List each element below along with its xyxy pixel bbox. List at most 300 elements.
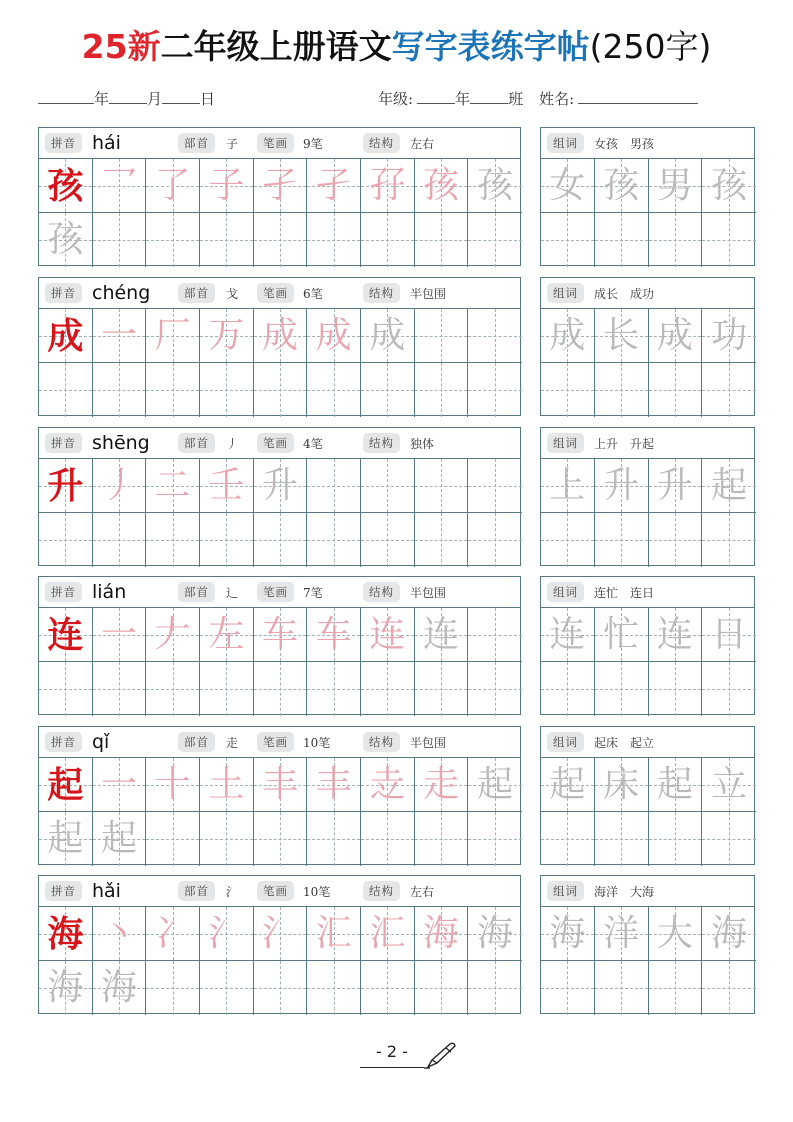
writing-cell[interactable] xyxy=(415,812,469,866)
writing-cell[interactable] xyxy=(254,363,308,417)
word-cell[interactable] xyxy=(595,213,649,267)
word-cell[interactable] xyxy=(541,758,595,812)
strokes-value: 10笔 xyxy=(303,885,331,899)
trace-character: 起 xyxy=(47,818,84,859)
writing-cell[interactable] xyxy=(200,459,254,513)
writing-cell[interactable] xyxy=(415,961,469,1015)
word-cell[interactable] xyxy=(702,459,756,513)
writing-cell[interactable] xyxy=(415,907,469,961)
writing-cell[interactable] xyxy=(254,758,308,812)
words-tag: 组词 xyxy=(547,433,584,453)
grade-label: 年级: xyxy=(378,90,414,108)
word-grid xyxy=(541,907,754,1013)
word-trace-character: 大 xyxy=(656,912,693,954)
writing-cell[interactable] xyxy=(361,213,415,267)
title-grade: 二年级上册语文 xyxy=(160,27,392,66)
writing-cell[interactable] xyxy=(307,608,361,662)
writing-cell[interactable] xyxy=(146,961,200,1015)
words-info-bar xyxy=(541,876,754,907)
writing-cell[interactable] xyxy=(254,608,308,662)
stroke-order-glyph: 万 xyxy=(208,314,245,356)
writing-cell[interactable] xyxy=(254,961,308,1015)
pinyin-value: chéng xyxy=(92,282,151,304)
writing-cell[interactable] xyxy=(307,159,361,213)
words-value: 成长 成功 xyxy=(594,287,655,301)
structure-value: 左右 xyxy=(410,885,435,899)
model-character: 连 xyxy=(47,613,84,656)
writing-cell[interactable] xyxy=(307,758,361,812)
word-trace-character: 男 xyxy=(656,164,693,206)
word-cell[interactable] xyxy=(702,662,756,716)
writing-grid xyxy=(39,608,520,714)
word-trace-character: 海 xyxy=(711,912,748,954)
strokes-tag: 笔画 xyxy=(257,133,294,153)
word-panel xyxy=(540,576,755,715)
year-label: 年 xyxy=(94,90,110,108)
pinyin-tag: 拼音 xyxy=(45,133,82,153)
writing-cell[interactable] xyxy=(361,662,415,716)
word-cell[interactable] xyxy=(649,159,703,213)
character-panel xyxy=(38,875,521,1014)
writing-cell[interactable] xyxy=(415,608,469,662)
word-trace-character: 升 xyxy=(603,464,640,506)
word-panel xyxy=(540,127,755,266)
writing-cell[interactable] xyxy=(254,513,308,567)
word-cell[interactable] xyxy=(702,907,756,961)
word-cell[interactable] xyxy=(541,213,595,267)
word-grid xyxy=(541,159,754,265)
word-cell[interactable] xyxy=(649,608,703,662)
stroke-order-glyph: 一 xyxy=(100,763,137,805)
writing-cell[interactable] xyxy=(307,662,361,716)
word-grid xyxy=(541,608,754,714)
strokes-tag: 笔画 xyxy=(257,433,294,453)
trace-character: 成 xyxy=(369,314,406,356)
word-cell[interactable] xyxy=(541,513,595,567)
writing-cell[interactable] xyxy=(146,513,200,567)
words-value: 海洋 大海 xyxy=(594,885,655,899)
writing-cell[interactable] xyxy=(200,812,254,866)
word-trace-character: 长 xyxy=(603,314,640,356)
writing-cell[interactable] xyxy=(307,213,361,267)
model-character: 孩 xyxy=(47,164,84,207)
word-trace-character: 连 xyxy=(549,613,586,655)
structure-value: 独体 xyxy=(410,437,435,451)
stroke-order-glyph: 乛 xyxy=(100,164,137,206)
writing-cell[interactable] xyxy=(361,459,415,513)
words-tag: 组词 xyxy=(547,881,584,901)
stroke-order-glyph: 丰 xyxy=(315,763,352,805)
writing-cell[interactable] xyxy=(93,662,147,716)
strokes-value: 9笔 xyxy=(303,137,323,151)
writing-cell[interactable] xyxy=(93,961,147,1015)
word-cell[interactable] xyxy=(649,459,703,513)
word-trace-character: 洋 xyxy=(603,912,640,954)
writing-cell[interactable] xyxy=(39,907,93,961)
word-cell[interactable] xyxy=(702,363,756,417)
writing-cell[interactable] xyxy=(361,513,415,567)
writing-cell[interactable] xyxy=(146,812,200,866)
writing-cell[interactable] xyxy=(468,608,522,662)
character-info-bar xyxy=(39,428,520,459)
writing-cell[interactable] xyxy=(146,213,200,267)
writing-cell[interactable] xyxy=(254,662,308,716)
word-trace-character: 功 xyxy=(711,314,748,356)
word-cell[interactable] xyxy=(702,961,756,1015)
stroke-order-glyph: 赱 xyxy=(369,763,406,805)
word-cell[interactable] xyxy=(541,961,595,1015)
pinyin-value: lián xyxy=(92,581,127,603)
word-cell[interactable] xyxy=(541,309,595,363)
word-panel xyxy=(540,277,755,416)
writing-cell[interactable] xyxy=(468,662,522,716)
trace-character: 连 xyxy=(422,613,459,655)
stroke-order-glyph: 孑 xyxy=(261,164,298,206)
word-trace-character: 日 xyxy=(711,613,748,655)
structure-tag: 结构 xyxy=(363,433,400,453)
page-number: - 2 - xyxy=(360,1040,424,1068)
writing-cell[interactable] xyxy=(468,213,522,267)
word-cell[interactable] xyxy=(541,662,595,716)
writing-cell[interactable] xyxy=(361,812,415,866)
strokes-tag: 笔画 xyxy=(257,732,294,752)
pen-icon xyxy=(424,1040,458,1070)
strokes-tag: 笔画 xyxy=(257,582,294,602)
writing-cell[interactable] xyxy=(93,459,147,513)
writing-cell[interactable] xyxy=(93,309,147,363)
year-blank[interactable] xyxy=(38,88,94,104)
writing-cell[interactable] xyxy=(146,758,200,812)
writing-cell[interactable] xyxy=(200,213,254,267)
trace-character: 海 xyxy=(47,967,84,1008)
writing-cell[interactable] xyxy=(200,608,254,662)
writing-cell[interactable] xyxy=(39,159,93,213)
word-cell[interactable] xyxy=(595,513,649,567)
writing-cell[interactable] xyxy=(361,159,415,213)
word-cell[interactable] xyxy=(702,159,756,213)
writing-grid xyxy=(39,459,520,565)
radical-tag: 部首 xyxy=(178,881,215,901)
writing-cell[interactable] xyxy=(307,309,361,363)
word-cell[interactable] xyxy=(702,812,756,866)
writing-cell[interactable] xyxy=(39,662,93,716)
word-cell[interactable] xyxy=(541,363,595,417)
word-cell[interactable] xyxy=(595,812,649,866)
word-cell[interactable] xyxy=(595,758,649,812)
words-info-bar xyxy=(541,577,754,608)
writing-cell[interactable] xyxy=(39,608,93,662)
word-cell[interactable] xyxy=(595,961,649,1015)
writing-cell[interactable] xyxy=(254,907,308,961)
radical-tag: 部首 xyxy=(178,283,215,303)
pinyin-tag: 拼音 xyxy=(45,881,82,901)
word-cell[interactable] xyxy=(649,213,703,267)
word-trace-character: 起 xyxy=(711,464,748,506)
stroke-order-glyph: 汇 xyxy=(315,912,352,954)
stroke-order-glyph: 二 xyxy=(154,464,191,506)
strokes-value: 7笔 xyxy=(303,586,323,600)
month-blank[interactable] xyxy=(109,88,147,104)
word-trace-character: 上 xyxy=(549,464,586,506)
writing-cell[interactable] xyxy=(307,459,361,513)
word-cell[interactable] xyxy=(649,961,703,1015)
writing-cell[interactable] xyxy=(468,159,522,213)
trace-character: 起 xyxy=(477,763,514,805)
writing-cell[interactable] xyxy=(361,907,415,961)
stroke-order-glyph: 孖 xyxy=(369,164,406,206)
word-cell[interactable] xyxy=(595,459,649,513)
stroke-order-glyph: 土 xyxy=(208,763,245,805)
day-blank[interactable] xyxy=(162,88,200,104)
strokes-value: 4笔 xyxy=(303,437,323,451)
character-info-bar xyxy=(39,278,520,309)
stroke-order-glyph: 氵 xyxy=(208,912,245,954)
word-cell[interactable] xyxy=(595,159,649,213)
writing-cell[interactable] xyxy=(361,758,415,812)
writing-cell[interactable] xyxy=(361,363,415,417)
writing-cell[interactable] xyxy=(415,662,469,716)
grade-blank[interactable] xyxy=(417,88,455,104)
writing-cell[interactable] xyxy=(415,363,469,417)
writing-cell[interactable] xyxy=(307,363,361,417)
writing-cell[interactable] xyxy=(146,363,200,417)
word-cell[interactable] xyxy=(649,309,703,363)
word-cell[interactable] xyxy=(649,363,703,417)
stroke-order-glyph: 冫 xyxy=(154,912,191,954)
writing-cell[interactable] xyxy=(39,812,93,866)
name-blank[interactable] xyxy=(578,88,698,104)
pinyin-value: hǎi xyxy=(92,880,121,902)
structure-tag: 结构 xyxy=(363,582,400,602)
word-cell[interactable] xyxy=(595,363,649,417)
writing-cell[interactable] xyxy=(93,907,147,961)
pinyin-tag: 拼音 xyxy=(45,433,82,453)
word-cell[interactable] xyxy=(595,907,649,961)
writing-cell[interactable] xyxy=(361,608,415,662)
month-label: 月 xyxy=(147,90,163,108)
stroke-order-glyph: 孩 xyxy=(422,164,459,206)
character-panel xyxy=(38,277,521,416)
word-trace-character: 升 xyxy=(656,464,693,506)
writing-cell[interactable] xyxy=(415,758,469,812)
structure-value: 左右 xyxy=(410,137,435,151)
stroke-order-glyph: 成 xyxy=(315,314,352,356)
stroke-order-glyph: 走 xyxy=(422,763,459,805)
writing-cell[interactable] xyxy=(39,363,93,417)
structure-tag: 结构 xyxy=(363,283,400,303)
writing-cell[interactable] xyxy=(200,907,254,961)
words-tag: 组词 xyxy=(547,582,584,602)
stroke-order-glyph: 孑 xyxy=(315,164,352,206)
writing-cell[interactable] xyxy=(361,309,415,363)
page-title xyxy=(0,22,793,72)
radical-value: 走 xyxy=(226,736,239,750)
writing-cell[interactable] xyxy=(415,459,469,513)
writing-cell[interactable] xyxy=(200,513,254,567)
stroke-order-glyph: 丶 xyxy=(100,912,137,954)
pinyin-tag: 拼音 xyxy=(45,732,82,752)
model-character: 海 xyxy=(47,912,84,955)
writing-cell[interactable] xyxy=(468,907,522,961)
writing-cell[interactable] xyxy=(93,363,147,417)
structure-tag: 结构 xyxy=(363,732,400,752)
writing-cell[interactable] xyxy=(39,213,93,267)
character-panel xyxy=(38,427,521,566)
writing-cell[interactable] xyxy=(146,608,200,662)
writing-cell[interactable] xyxy=(93,159,147,213)
writing-grid xyxy=(39,758,520,864)
words-info-bar xyxy=(541,278,754,309)
character-panel xyxy=(38,127,521,266)
radical-tag: 部首 xyxy=(178,582,215,602)
word-trace-character: 成 xyxy=(549,314,586,356)
info-row xyxy=(38,88,754,112)
writing-cell[interactable] xyxy=(254,213,308,267)
pinyin-value: qǐ xyxy=(92,731,110,753)
radical-tag: 部首 xyxy=(178,133,215,153)
word-cell[interactable] xyxy=(595,608,649,662)
stroke-order-glyph: 厂 xyxy=(154,314,191,356)
writing-cell[interactable] xyxy=(415,159,469,213)
writing-cell[interactable] xyxy=(468,812,522,866)
writing-cell[interactable] xyxy=(254,812,308,866)
writing-cell[interactable] xyxy=(200,961,254,1015)
writing-cell[interactable] xyxy=(146,459,200,513)
writing-cell[interactable] xyxy=(200,309,254,363)
model-character: 升 xyxy=(47,464,84,507)
word-cell[interactable] xyxy=(541,608,595,662)
writing-cell[interactable] xyxy=(307,907,361,961)
date-fields xyxy=(38,88,215,109)
stroke-order-glyph: 汇 xyxy=(369,912,406,954)
writing-cell[interactable] xyxy=(468,758,522,812)
trace-character: 孩 xyxy=(47,219,84,260)
writing-cell[interactable] xyxy=(200,363,254,417)
word-cell[interactable] xyxy=(702,608,756,662)
strokes-tag: 笔画 xyxy=(257,283,294,303)
writing-cell[interactable] xyxy=(39,513,93,567)
class-label: 班 xyxy=(508,90,524,108)
word-trace-character: 孩 xyxy=(711,164,748,206)
writing-grid xyxy=(39,309,520,415)
writing-cell[interactable] xyxy=(200,662,254,716)
word-cell[interactable] xyxy=(649,812,703,866)
name-label: 姓名: xyxy=(539,90,575,108)
writing-cell[interactable] xyxy=(200,159,254,213)
writing-cell[interactable] xyxy=(307,961,361,1015)
writing-cell[interactable] xyxy=(468,459,522,513)
radical-value: 丿 xyxy=(226,437,239,451)
title-prefix: 25新 xyxy=(81,27,161,66)
word-trace-character: 起 xyxy=(549,763,586,805)
word-cell[interactable] xyxy=(595,662,649,716)
writing-cell[interactable] xyxy=(415,513,469,567)
word-cell[interactable] xyxy=(702,213,756,267)
writing-cell[interactable] xyxy=(146,309,200,363)
word-cell[interactable] xyxy=(541,159,595,213)
writing-cell[interactable] xyxy=(361,961,415,1015)
word-cell[interactable] xyxy=(649,513,703,567)
writing-cell[interactable] xyxy=(415,309,469,363)
word-cell[interactable] xyxy=(541,812,595,866)
word-cell[interactable] xyxy=(541,459,595,513)
word-trace-character: 起 xyxy=(656,763,693,805)
student-fields xyxy=(378,88,698,109)
word-cell[interactable] xyxy=(702,758,756,812)
structure-value: 半包围 xyxy=(410,736,447,750)
word-trace-character: 女 xyxy=(549,164,586,206)
writing-cell[interactable] xyxy=(39,459,93,513)
writing-grid xyxy=(39,159,520,265)
word-cell[interactable] xyxy=(649,758,703,812)
word-panel xyxy=(540,726,755,865)
writing-cell[interactable] xyxy=(468,309,522,363)
writing-cell[interactable] xyxy=(307,513,361,567)
character-info-bar xyxy=(39,128,520,159)
writing-cell[interactable] xyxy=(93,758,147,812)
stroke-order-glyph: 海 xyxy=(422,912,459,954)
words-info-bar xyxy=(541,428,754,459)
stroke-order-glyph: 𠂇 xyxy=(154,613,191,655)
writing-cell[interactable] xyxy=(93,213,147,267)
word-trace-character: 海 xyxy=(549,912,586,954)
writing-cell[interactable] xyxy=(415,213,469,267)
writing-cell[interactable] xyxy=(200,758,254,812)
word-cell[interactable] xyxy=(541,907,595,961)
radical-value: 辶 xyxy=(226,586,239,600)
word-cell[interactable] xyxy=(649,907,703,961)
writing-cell[interactable] xyxy=(254,309,308,363)
word-cell[interactable] xyxy=(702,513,756,567)
word-grid xyxy=(541,459,754,565)
writing-cell[interactable] xyxy=(93,812,147,866)
writing-cell[interactable] xyxy=(468,363,522,417)
writing-cell[interactable] xyxy=(39,758,93,812)
stroke-order-glyph: 成 xyxy=(261,314,298,356)
writing-cell[interactable] xyxy=(146,662,200,716)
writing-cell[interactable] xyxy=(39,309,93,363)
writing-cell[interactable] xyxy=(468,513,522,567)
word-trace-character: 床 xyxy=(603,763,640,805)
character-panel xyxy=(38,576,521,715)
stroke-order-glyph: 丿 xyxy=(100,464,137,506)
structure-tag: 结构 xyxy=(363,881,400,901)
stroke-order-glyph: 车 xyxy=(261,613,298,655)
pinyin-value: hái xyxy=(92,132,121,154)
writing-cell[interactable] xyxy=(146,907,200,961)
class-blank[interactable] xyxy=(470,88,508,104)
word-cell[interactable] xyxy=(649,662,703,716)
character-panel xyxy=(38,726,521,865)
writing-cell[interactable] xyxy=(93,513,147,567)
writing-cell[interactable] xyxy=(307,812,361,866)
words-value: 起床 起立 xyxy=(594,736,655,750)
writing-cell[interactable] xyxy=(254,159,308,213)
strokes-value: 6笔 xyxy=(303,287,323,301)
words-tag: 组词 xyxy=(547,133,584,153)
writing-cell[interactable] xyxy=(39,961,93,1015)
writing-cell[interactable] xyxy=(254,459,308,513)
writing-cell[interactable] xyxy=(146,159,200,213)
writing-cell[interactable] xyxy=(93,608,147,662)
structure-value: 半包围 xyxy=(410,287,447,301)
word-cell[interactable] xyxy=(702,309,756,363)
writing-cell[interactable] xyxy=(468,961,522,1015)
word-cell[interactable] xyxy=(595,309,649,363)
words-value: 连忙 连日 xyxy=(594,586,655,600)
word-trace-character: 孩 xyxy=(603,164,640,206)
writing-grid xyxy=(39,907,520,1013)
